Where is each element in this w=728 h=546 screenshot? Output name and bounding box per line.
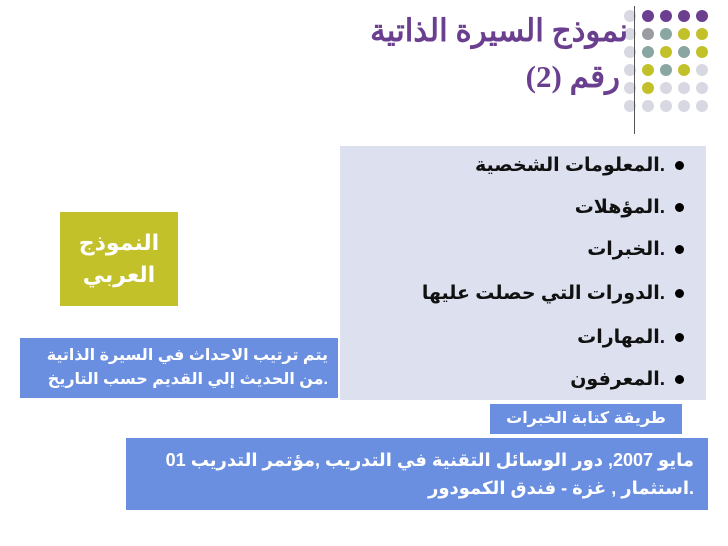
decorative-dot <box>642 82 654 94</box>
decorative-dot <box>660 28 672 40</box>
decorative-dot <box>696 10 708 22</box>
ordering-note-line2: .من الحديث إلي القديم حسب التاريخ <box>47 371 328 388</box>
bullet-icon <box>675 245 684 254</box>
arab-model-line2: العربي <box>82 262 156 287</box>
decorative-dot <box>696 100 708 112</box>
bullet-icon <box>675 375 684 384</box>
list-item-label: .المعرفون <box>570 369 665 390</box>
decorative-dot <box>642 28 654 40</box>
decorative-dot <box>642 100 654 112</box>
list-item-label: .المهارات <box>577 327 665 348</box>
experience-example-line1: مايو 2007, دور الوسائل التقنية في التدريب ,مؤتمر التدريب 01 <box>165 450 694 470</box>
slide-title-line1: نموذج السيرة الذاتية <box>370 13 628 48</box>
bullet-icon <box>675 333 684 342</box>
ordering-note <box>20 338 338 398</box>
decorative-dot <box>678 82 690 94</box>
ordering-note-line1: يتم ترتيب الاحداث في السيرة الذاتية <box>46 347 328 364</box>
bullet-icon <box>675 161 684 170</box>
decorative-dot <box>678 28 690 40</box>
list-item <box>570 368 684 391</box>
list-item <box>587 238 684 261</box>
arab-model-label <box>60 212 178 306</box>
decorative-dot <box>678 10 690 22</box>
decorative-dot <box>660 64 672 76</box>
list-item <box>422 282 684 305</box>
bullet-icon <box>675 203 684 212</box>
list-item-label: .المؤهلات <box>574 197 665 218</box>
list-item <box>577 326 684 349</box>
decorative-dot <box>642 64 654 76</box>
decorative-dot <box>678 64 690 76</box>
decorative-dot-grid <box>624 10 724 110</box>
bullet-icon <box>675 289 684 298</box>
experience-example-line2: .استثمار , غزة - فندق الكمودور <box>427 478 694 498</box>
slide-title <box>208 8 628 100</box>
experience-method-label: طريقة كتابة الخبرات <box>490 404 682 434</box>
decorative-dot <box>696 46 708 58</box>
slide-title-line2: رقم (2) <box>525 59 620 94</box>
cv-sections-list <box>340 146 706 400</box>
decorative-dot <box>660 10 672 22</box>
list-item <box>475 154 684 177</box>
list-item <box>575 196 684 219</box>
title-divider-line <box>634 6 635 134</box>
decorative-dot <box>660 46 672 58</box>
decorative-dot <box>660 82 672 94</box>
decorative-dot <box>678 100 690 112</box>
decorative-dot <box>678 46 690 58</box>
list-item-label: .الخبرات <box>587 239 665 260</box>
decorative-dot <box>696 28 708 40</box>
decorative-dot <box>660 100 672 112</box>
decorative-dot <box>642 10 654 22</box>
list-item-label: .المعلومات الشخصية <box>475 155 665 176</box>
list-item-label: .الدورات التي حصلت عليها <box>421 283 665 304</box>
decorative-dot <box>696 64 708 76</box>
decorative-dot <box>642 46 654 58</box>
decorative-dot <box>696 82 708 94</box>
experience-example <box>126 438 708 510</box>
arab-model-line1: النموذج <box>78 230 160 255</box>
